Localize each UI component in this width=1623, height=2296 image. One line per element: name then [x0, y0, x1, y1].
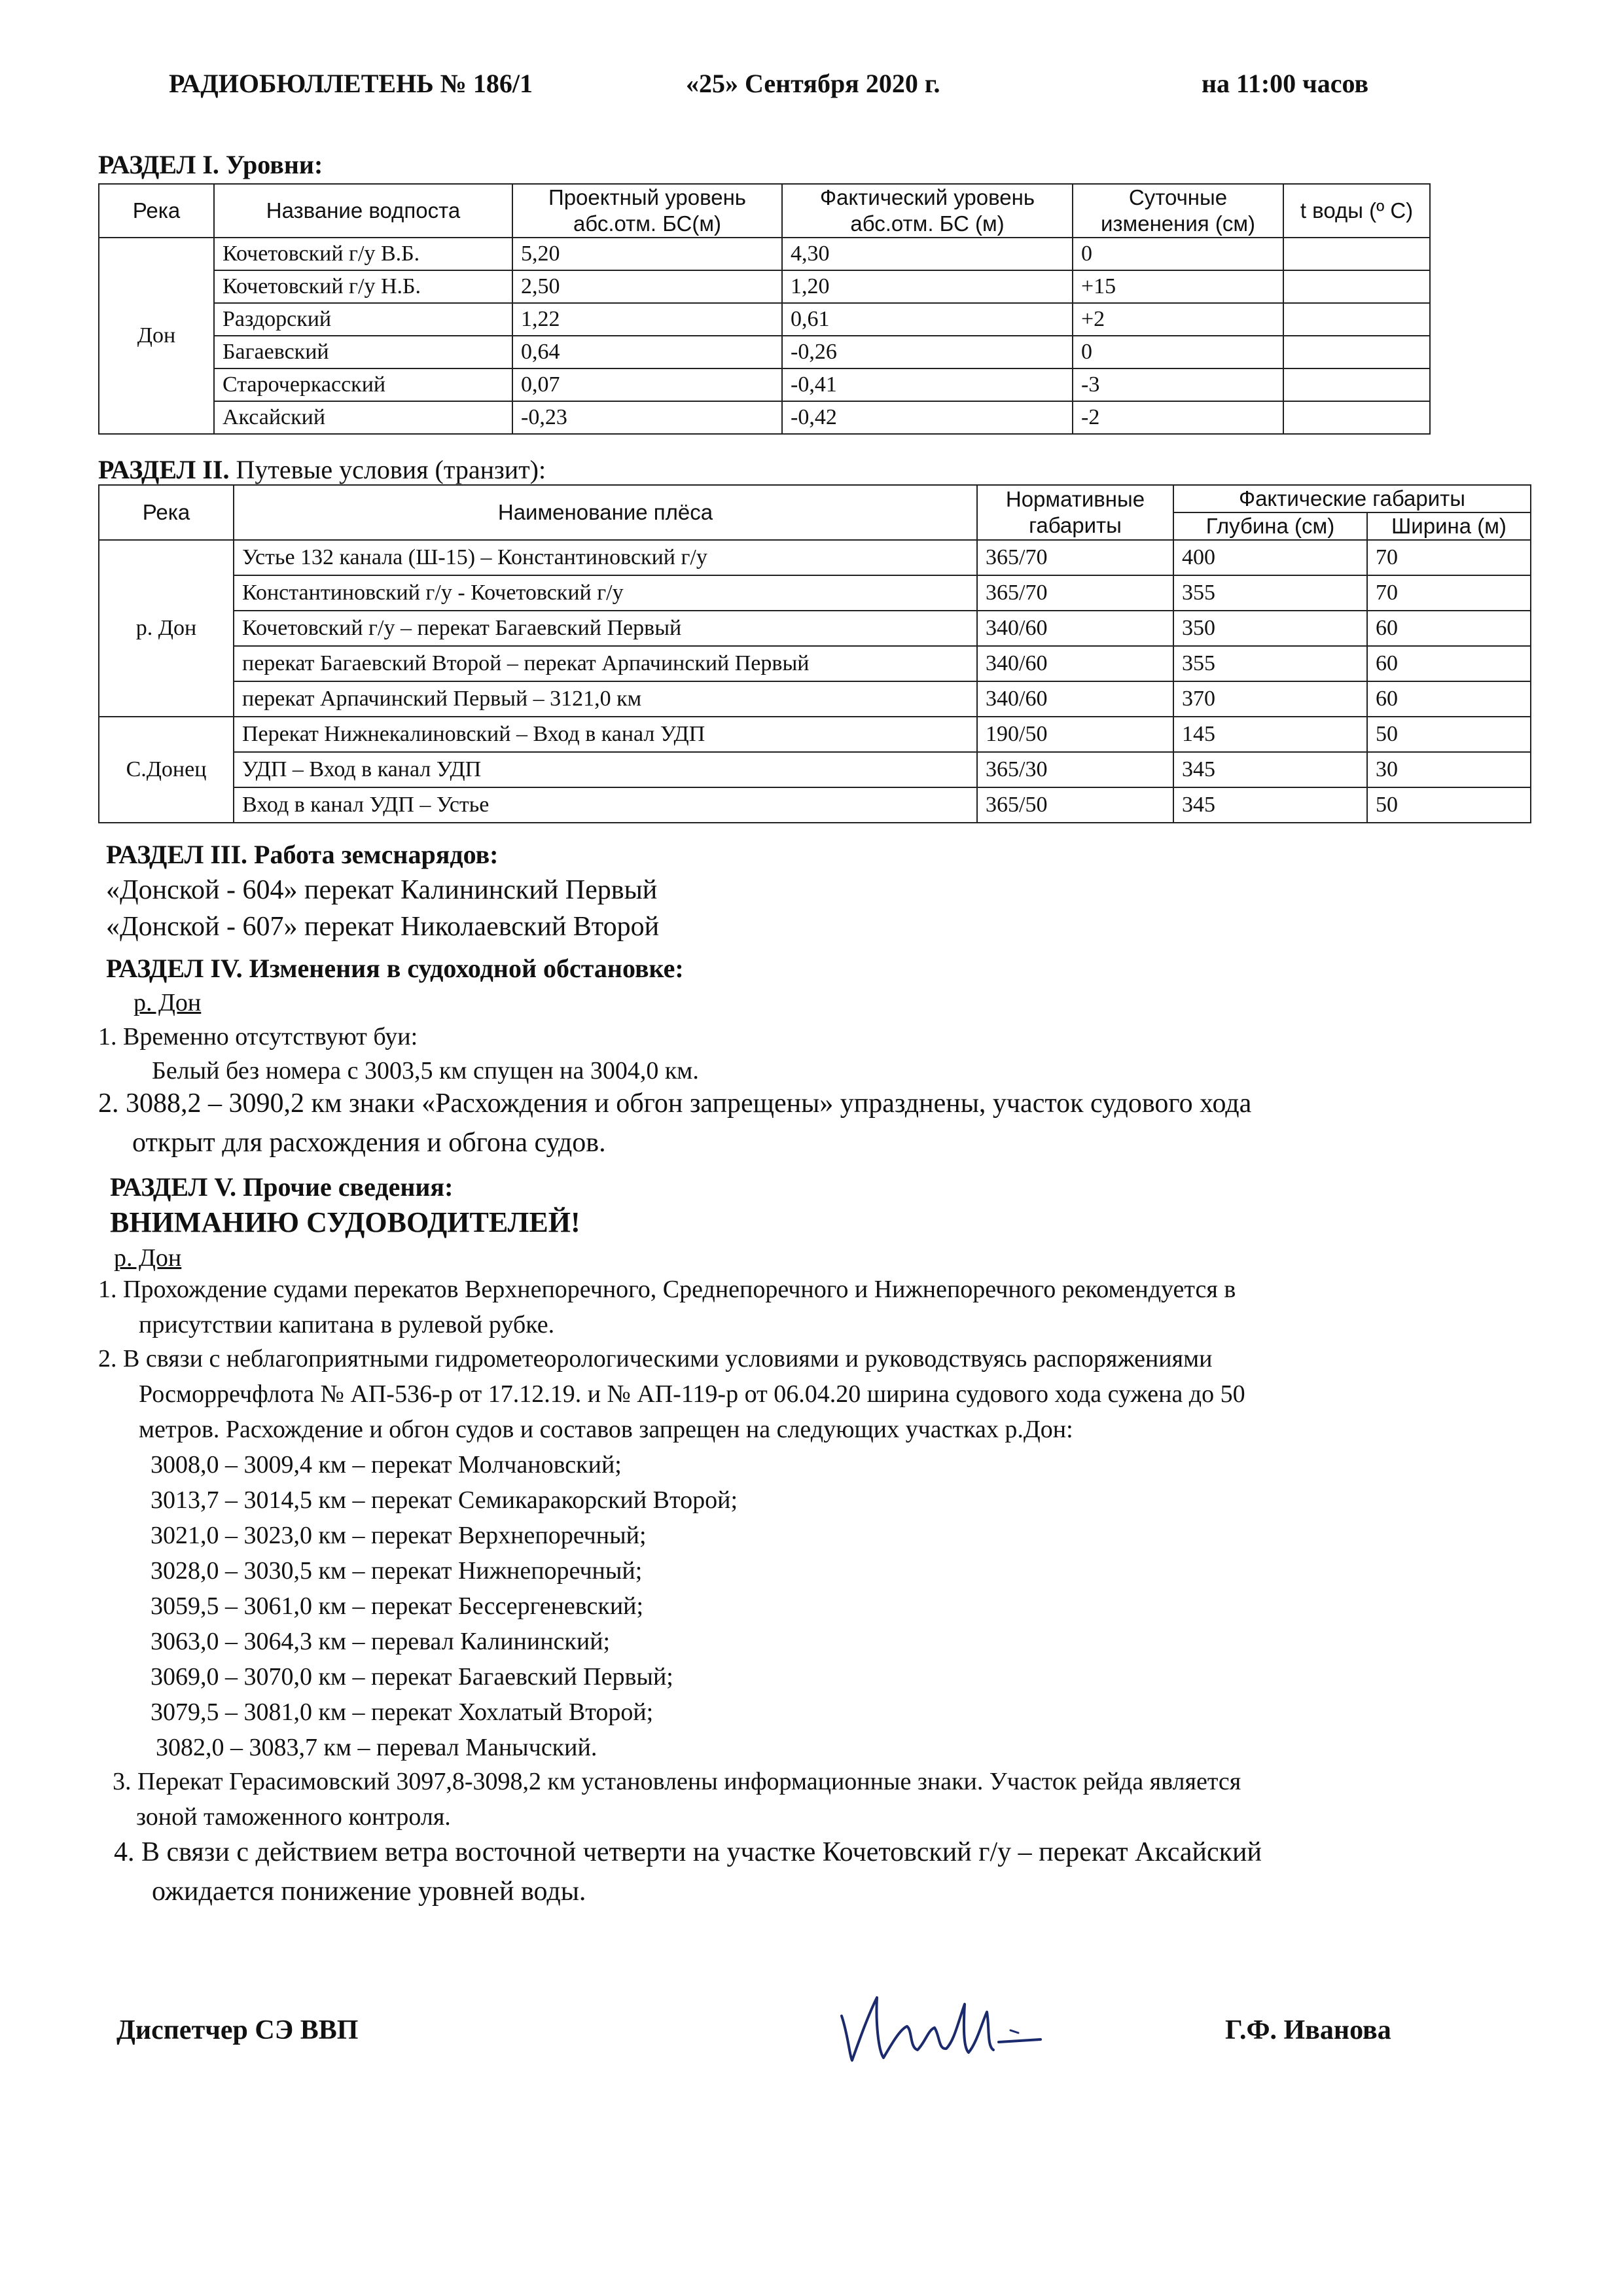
- restricted-section: 3028,0 – 3030,5 км – перекат Нижнепоречный;: [151, 1557, 643, 1585]
- levels-project: 0,07: [512, 368, 782, 401]
- routes-reach: Вход в канал УДП – Устье: [234, 787, 977, 823]
- restricted-section: 3079,5 – 3081,0 км – перекат Хохлатый Второй;: [151, 1698, 654, 1726]
- section-5-item-3-line1: 3. Перекат Герасимовский 3097,8-3098,2 км установлены информационные знаки. Участок рейда является: [113, 1768, 1241, 1795]
- levels-fact: -0,26: [782, 336, 1073, 368]
- routes-depth: 350: [1173, 611, 1367, 646]
- levels-post: Старочеркасский: [214, 368, 512, 401]
- levels-temp: [1283, 368, 1430, 401]
- section-5-item-1-line1: 1. Прохождение судами перекатов Верхнепоречного, Среднепоречного и Нижнепоречного рекомендуется в: [98, 1276, 1236, 1303]
- routes-header-reach: Наименование плёса: [234, 485, 977, 540]
- bulletin-header: [0, 68, 1623, 107]
- routes-width: 70: [1367, 575, 1531, 611]
- routes-header-row: [99, 485, 1531, 512]
- table-row: [99, 368, 1430, 401]
- section-4-item-1: 1. Временно отсутствуют буи:: [98, 1023, 418, 1050]
- section-4-item-2-line1: 2. 3088,2 – 3090,2 км знаки «Расхождения и обгон запрещены» упразднены, участок судового хода: [98, 1088, 1252, 1119]
- section-4-title: РАЗДЕЛ IV. Изменения в судоходной обстановке:: [106, 954, 684, 983]
- table-row: [99, 401, 1430, 434]
- section-4-item-1-sub: Белый без номера с 3003,5 км спущен на 3004,0 км.: [152, 1057, 699, 1085]
- routes-norm: 365/50: [977, 787, 1173, 823]
- table-row: [99, 646, 1531, 681]
- levels-fact: 1,20: [782, 270, 1073, 303]
- routes-header-width: Ширина (м): [1367, 512, 1531, 540]
- routes-depth: 355: [1173, 646, 1367, 681]
- table-row: [99, 303, 1430, 336]
- levels-header-project: Проектный уровень абс.отм. БС(м): [512, 184, 782, 238]
- routes-width: 50: [1367, 787, 1531, 823]
- routes-header-depth: Глубина (см): [1173, 512, 1367, 540]
- levels-river: Дон: [99, 238, 214, 434]
- routes-reach: УДП – Вход в канал УДП: [234, 752, 977, 787]
- table-row: [99, 540, 1531, 575]
- routes-depth: 145: [1173, 717, 1367, 752]
- section-5-item-1-line2: присутствии капитана в рулевой рубке.: [139, 1311, 555, 1338]
- routes-norm: 190/50: [977, 717, 1173, 752]
- restricted-section: 3063,0 – 3064,3 км – перевал Калининский;: [151, 1628, 611, 1655]
- levels-post: Багаевский: [214, 336, 512, 368]
- levels-post: Раздорский: [214, 303, 512, 336]
- signature-image: [830, 1990, 1046, 2068]
- routes-river: С.Донец: [99, 717, 234, 823]
- section-5-item-2-line2: Росморречфлота № АП-536-р от 17.12.19. и № АП-119-р от 06.04.20 ширина судового хода сужена до 50: [139, 1380, 1245, 1408]
- levels-temp: [1283, 270, 1430, 303]
- routes-width: 50: [1367, 717, 1531, 752]
- levels-temp: [1283, 303, 1430, 336]
- routes-reach: Перекат Нижнекалиновский – Вход в канал УДП: [234, 717, 977, 752]
- table-row: [99, 575, 1531, 611]
- section-3-title: РАЗДЕЛ III. Работа земснарядов:: [106, 840, 499, 869]
- levels-change: +15: [1073, 270, 1283, 303]
- levels-change: -3: [1073, 368, 1283, 401]
- dredger-line: «Донской - 607» перекат Николаевский Второй: [106, 912, 660, 942]
- levels-header-river: Река: [99, 184, 214, 238]
- routes-width: 60: [1367, 681, 1531, 717]
- levels-change: +2: [1073, 303, 1283, 336]
- routes-depth: 345: [1173, 752, 1367, 787]
- routes-header-river: Река: [99, 485, 234, 540]
- table-row: [99, 717, 1531, 752]
- levels-temp: [1283, 401, 1430, 434]
- routes-norm: 365/70: [977, 575, 1173, 611]
- levels-project: 1,22: [512, 303, 782, 336]
- levels-temp: [1283, 238, 1430, 270]
- section-4-river: р. Дон: [134, 989, 202, 1016]
- levels-post: Кочетовский г/у Н.Б.: [214, 270, 512, 303]
- section-5-item-2-line3: метров. Расхождение и обгон судов и составов запрещен на следующих участках р.Дон:: [139, 1416, 1073, 1443]
- table-row: [99, 681, 1531, 717]
- levels-fact: 0,61: [782, 303, 1073, 336]
- levels-temp: [1283, 336, 1430, 368]
- restricted-section: 3082,0 – 3083,7 км – перевал Манычский.: [156, 1734, 597, 1761]
- section-1-title: РАЗДЕЛ I. Уровни:: [98, 150, 323, 179]
- levels-header-fact: Фактический уровень абс.отм. БС (м): [782, 184, 1073, 238]
- restricted-section: 3008,0 – 3009,4 км – перекат Молчановский;: [151, 1451, 622, 1479]
- routes-norm: 340/60: [977, 611, 1173, 646]
- restricted-section: 3069,0 – 3070,0 км – перекат Багаевский Первый;: [151, 1663, 673, 1691]
- levels-header-row: [99, 184, 1430, 238]
- routes-norm: 340/60: [977, 681, 1173, 717]
- levels-project: -0,23: [512, 401, 782, 434]
- levels-header-change: Суточные изменения (см): [1073, 184, 1283, 238]
- levels-fact: 4,30: [782, 238, 1073, 270]
- restricted-section: 3059,5 – 3061,0 км – перекат Бессергеневский;: [151, 1592, 644, 1620]
- table-row: [99, 238, 1430, 270]
- section-5-item-2-line1: 2. В связи с неблагоприятными гидрометеорологическими условиями и руководствуясь распоряжениями: [98, 1345, 1213, 1372]
- routes-depth: 355: [1173, 575, 1367, 611]
- routes-width: 70: [1367, 540, 1531, 575]
- levels-fact: -0,42: [782, 401, 1073, 434]
- routes-depth: 400: [1173, 540, 1367, 575]
- routes-reach: Устье 132 канала (Ш-15) – Константиновский г/у: [234, 540, 977, 575]
- dispatcher-name: Г.Ф. Иванова: [1225, 2015, 1391, 2045]
- levels-project: 5,20: [512, 238, 782, 270]
- routes-header-actual: Фактические габариты: [1173, 485, 1531, 512]
- section-2-title: [98, 454, 546, 485]
- routes-width: 30: [1367, 752, 1531, 787]
- table-row: [99, 270, 1430, 303]
- routes-depth: 370: [1173, 681, 1367, 717]
- levels-change: 0: [1073, 336, 1283, 368]
- levels-header-post: Название водпоста: [214, 184, 512, 238]
- dispatcher-position: Диспетчер СЭ ВВП: [116, 2015, 359, 2045]
- routes-depth: 345: [1173, 787, 1367, 823]
- section-5-title: РАЗДЕЛ V. Прочие сведения:: [110, 1172, 454, 1202]
- section-4-item-2-line2: открыт для расхождения и обгона судов.: [132, 1128, 606, 1158]
- routes-norm: 365/70: [977, 540, 1173, 575]
- table-row: [99, 336, 1430, 368]
- levels-project: 2,50: [512, 270, 782, 303]
- routes-norm: 365/30: [977, 752, 1173, 787]
- levels-post: Кочетовский г/у В.Б.: [214, 238, 512, 270]
- section-5-item-4-line1: 4. В связи с действием ветра восточной четверти на участке Кочетовский г/у – перекат Аксайский: [114, 1837, 1262, 1867]
- levels-project: 0,64: [512, 336, 782, 368]
- routes-river: р. Дон: [99, 540, 234, 717]
- levels-change: -2: [1073, 401, 1283, 434]
- bulletin-date: «25» Сентября 2020 г.: [686, 69, 940, 98]
- bulletin-time: на 11:00 часов: [1202, 69, 1369, 98]
- attention-heading: ВНИМАНИЮ СУДОВОДИТЕЛЕЙ!: [110, 1206, 580, 1238]
- routes-reach: перекат Багаевский Второй – перекат Арпачинский Первый: [234, 646, 977, 681]
- levels-header-temp: t воды (º С): [1283, 184, 1430, 238]
- routes-width: 60: [1367, 646, 1531, 681]
- levels-change: 0: [1073, 238, 1283, 270]
- routes-header-normative: Нормативные габариты: [977, 485, 1173, 540]
- routes-reach: Константиновский г/у - Кочетовский г/у: [234, 575, 977, 611]
- routes-reach: перекат Арпачинский Первый – 3121,0 км: [234, 681, 977, 717]
- section-5-item-4-line2: ожидается понижение уровней воды.: [152, 1876, 586, 1907]
- routes-norm: 340/60: [977, 646, 1173, 681]
- table-row: [99, 752, 1531, 787]
- levels-fact: -0,41: [782, 368, 1073, 401]
- restricted-section: 3013,7 – 3014,5 км – перекат Семикаракорский Второй;: [151, 1486, 738, 1514]
- table-row: [99, 611, 1531, 646]
- routes-reach: Кочетовский г/у – перекат Багаевский Первый: [234, 611, 977, 646]
- section-5-river: р. Дон: [114, 1244, 182, 1272]
- routes-table: [98, 484, 1531, 823]
- levels-post: Аксайский: [214, 401, 512, 434]
- dredger-line: «Донской - 604» перекат Калининский Первый: [106, 875, 658, 905]
- section-2-title-rest: Путевые условия (транзит):: [236, 455, 546, 484]
- section-5-item-3-line2: зоной таможенного контроля.: [136, 1803, 451, 1831]
- table-row: [99, 787, 1531, 823]
- levels-table: [98, 183, 1431, 435]
- bulletin-title: РАДИОБЮЛЛЕТЕНЬ № 186/1: [169, 69, 533, 98]
- routes-width: 60: [1367, 611, 1531, 646]
- restricted-section: 3021,0 – 3023,0 км – перекат Верхнепоречный;: [151, 1522, 647, 1549]
- section-2-title-bold: РАЗДЕЛ II.: [98, 455, 230, 484]
